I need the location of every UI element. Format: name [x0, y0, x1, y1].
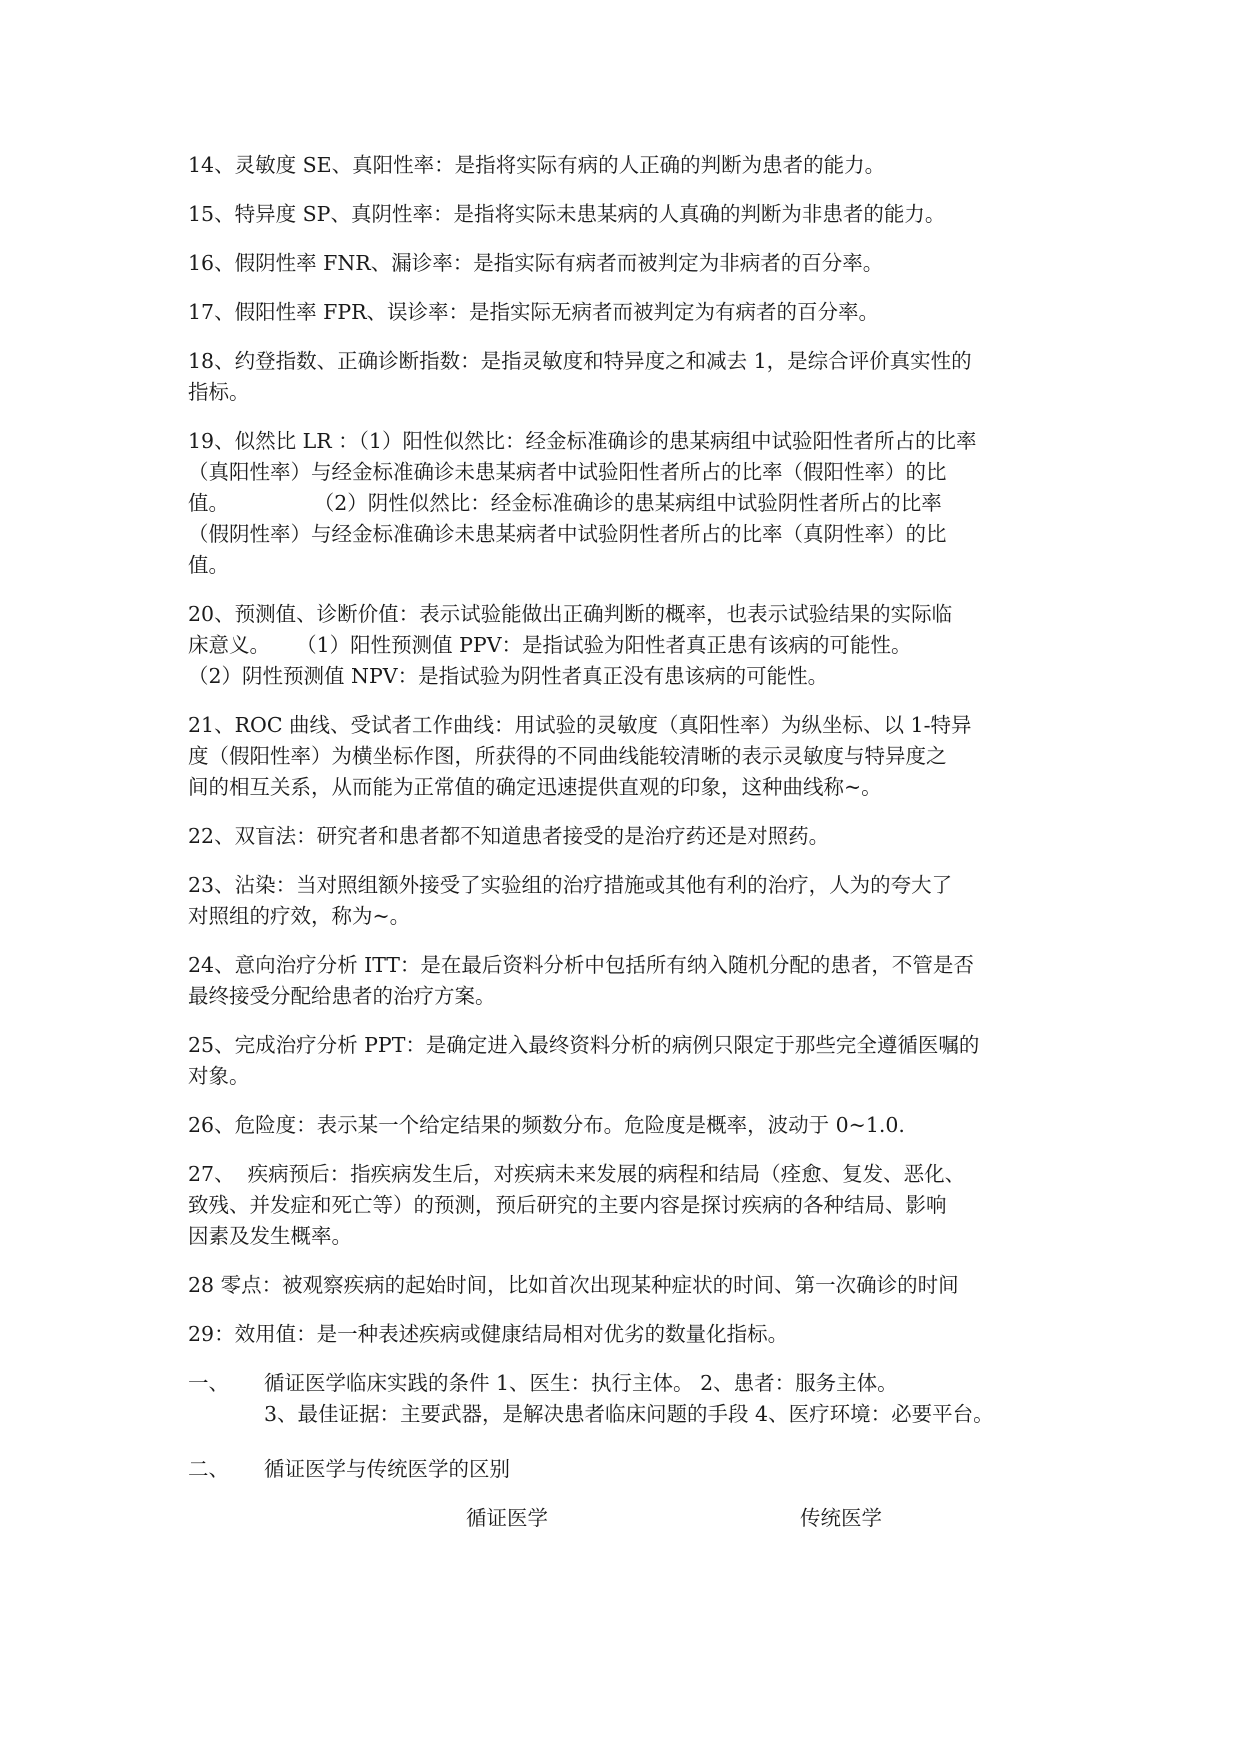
definition-paragraph — [188, 1159, 1068, 1252]
definition-paragraph — [188, 346, 1068, 408]
paragraph-line: 28 零点：被观察疾病的起始时间，比如首次出现某种症状的时间、第一次确诊的时间 — [188, 1273, 959, 1297]
paragraph-line: 25、完成治疗分析 PPT：是确定进入最终资料分析的病例只限定于那些完全遵循医嘱的 — [188, 1033, 980, 1057]
paragraph-line: 17、假阳性率 FPR、误诊率：是指实际无病者而被判定为有病者的百分率。 — [188, 300, 880, 324]
definition-paragraph — [188, 821, 1068, 852]
definition-paragraph — [188, 297, 1068, 328]
paragraph-line: 对照组的疗效，称为~。 — [188, 904, 411, 928]
paragraph-line: 16、假阴性率 FNR、漏诊率：是指实际有病者而被判定为非病者的百分率。 — [188, 251, 884, 275]
definition-paragraph — [188, 950, 1068, 1012]
paragraph-line: 29：效用值：是一种表述疾病或健康结局相对优劣的数量化指标。 — [188, 1322, 789, 1346]
section-two — [188, 1454, 1068, 1485]
paragraph-line: 24、意向治疗分析 ITT：是在最后资料分析中包括所有纳入随机分配的患者，不管是否 — [188, 953, 974, 977]
paragraph-line: 27、 疾病预后：指疾病发生后，对疾病未来发展的病程和结局（痊愈、复发、恶化、 — [188, 1162, 966, 1186]
paragraph-line: 致残、并发症和死亡等）的预测，预后研究的主要内容是探讨疾病的各种结局、影响 — [188, 1193, 947, 1217]
definition-paragraph — [188, 199, 1068, 230]
paragraph-line: 14、灵敏度 SE、真阳性率：是指将实际有病的人正确的判断为患者的能力。 — [188, 153, 886, 177]
definition-paragraph — [188, 710, 1068, 803]
paragraph-line: 床意义。 （1）阳性预测值 PPV：是指试验为阳性者真正患有该病的可能性。 — [188, 633, 912, 657]
paragraph-line: 22、双盲法：研究者和患者都不知道患者接受的是治疗药还是对照药。 — [188, 824, 830, 848]
document-content — [188, 150, 1068, 1535]
section-number: 二、 — [188, 1457, 229, 1481]
definition-paragraph — [188, 248, 1068, 279]
definition-paragraph — [188, 1030, 1068, 1092]
paragraph-line: 指标。 — [188, 380, 250, 404]
section-one-line2: 3、最佳证据：主要武器，是解决患者临床问题的手段 4、医疗环境：必要平台。 — [264, 1402, 994, 1426]
paragraph-line: 21、ROC 曲线、受试者工作曲线：用试验的灵敏度（真阳性率）为纵坐标、以 1-特异 — [188, 713, 972, 737]
comparison-header-row — [188, 1503, 1068, 1535]
definition-paragraph — [188, 870, 1068, 932]
paragraph-line: （2）阴性预测值 NPV：是指试验为阴性者真正没有患该病的可能性。 — [188, 664, 829, 688]
definition-paragraph — [188, 150, 1068, 181]
paragraph-line: 因素及发生概率。 — [188, 1224, 352, 1248]
paragraph-line: （真阳性率）与经金标准确诊未患某病者中试验阳性者所占的比率（假阳性率）的比 — [188, 460, 947, 484]
paragraph-line: 值。 （2）阴性似然比：经金标准确诊的患某病组中试验阴性者所占的比率 — [188, 491, 942, 515]
section-number: 一、 — [188, 1371, 229, 1395]
paragraph-line: 20、预测值、诊断价值：表示试验能做出正确判断的概率，也表示试验结果的实际临 — [188, 602, 953, 626]
paragraph-line: 23、沾染：当对照组额外接受了实验组的治疗措施或其他有利的治疗，人为的夸大了 — [188, 873, 953, 897]
section-two-title: 循证医学与传统医学的区别 — [264, 1457, 510, 1481]
paragraph-line: 26、危险度：表示某一个给定结果的频数分布。危险度是概率，波动于 0~1.0. — [188, 1113, 905, 1137]
paragraph-line: 对象。 — [188, 1064, 250, 1088]
section-one — [188, 1368, 1068, 1430]
paragraph-line: （假阴性率）与经金标准确诊未患某病者中试验阴性者所占的比率（真阴性率）的比 — [188, 522, 947, 546]
definition-paragraph — [188, 1110, 1068, 1141]
column-header-evidence-based: 循证医学 — [466, 1506, 548, 1530]
definition-paragraph — [188, 426, 1068, 581]
definition-paragraph — [188, 1270, 1068, 1301]
paragraph-line: 最终接受分配给患者的治疗方案。 — [188, 984, 496, 1008]
paragraph-line: 间的相互关系，从而能为正常值的确定迅速提供直观的印象，这种曲线称~。 — [188, 775, 882, 799]
paragraph-line: 18、约登指数、正确诊断指数：是指灵敏度和特异度之和减去 1，是综合评价真实性的 — [188, 349, 972, 373]
column-header-traditional: 传统医学 — [800, 1506, 882, 1530]
section-one-line1: 循证医学临床实践的条件 1、医生：执行主体。 2、患者：服务主体。 — [264, 1371, 898, 1395]
paragraph-line: 19、似然比 LR ：（1）阳性似然比：经金标准确诊的患某病组中试验阳性者所占的比率 — [188, 429, 977, 453]
paragraph-line: 度（假阳性率）为横坐标作图，所获得的不同曲线能较清晰的表示灵敏度与特异度之 — [188, 744, 947, 768]
paragraph-line: 值。 — [188, 553, 229, 577]
paragraph-line: 15、特异度 SP、真阴性率：是指将实际未患某病的人真确的判断为非患者的能力。 — [188, 202, 946, 226]
definition-paragraph — [188, 599, 1068, 692]
definition-paragraph — [188, 1319, 1068, 1350]
